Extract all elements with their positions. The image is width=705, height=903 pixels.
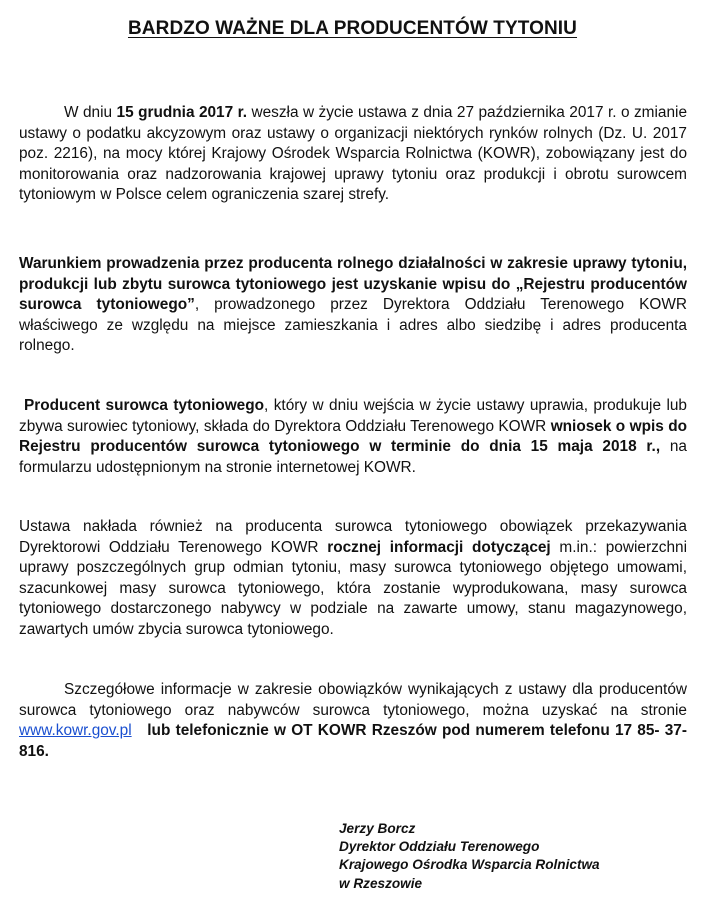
effective-date: 15 grudnia 2017 r. bbox=[116, 104, 248, 121]
paragraph-registration-condition bbox=[19, 254, 687, 357]
intro-text-rest: weszła w życie ustawa z dnia 27 października 2017 r. o zmianie ustawy o podatku akcyzowym oraz ustawy o organizacji niektórych rynków rolnych (Dz. U. 2017 poz. 2216), na mocy której Krajowy Ośrodek Wsparcia Rolnictwa (KOWR), zobowiązany jest do monitorowania oraz nadzorowania krajowej uprawy tytoniu oraz produkcji i obrotu surowcem tytoniowym w Polsce celem ograniczenia szarej strefy. bbox=[19, 104, 688, 204]
registration-condition-bold: Warunkiem prowadzenia przez producenta rolnego działalności w zakresie uprawy tytoniu, produkcji lub zbytu surowca tytoniowego jest uzyskanie wpisu do „Rejestru producentów surowca tytoniowego” bbox=[19, 255, 687, 314]
paragraph-contact bbox=[19, 680, 687, 762]
signatory-title-1: Dyrektor Oddziału Terenowego bbox=[339, 839, 540, 855]
annual-info-intro: Ustawa nakłada również na producenta surowca tytoniowego obowiązek przekazywania Dyrektorowi Oddziału Terenowego KOWR bbox=[19, 518, 687, 556]
intro-text-start: W dniu bbox=[64, 104, 117, 121]
paragraph-annual-information bbox=[19, 517, 687, 641]
kowr-website-link[interactable]: www.kowr.gov.pl bbox=[19, 722, 132, 740]
signature-block bbox=[339, 820, 600, 893]
registration-condition-rest: , prowadzonego przez Dyrektora Oddziału Terenowego KOWR właściwego ze względu na miejsce zamieszkania i adres albo siedzibę i adres producenta rolnego. bbox=[19, 296, 687, 355]
annual-info-details: m.in.: powierzchni uprawy poszczególnych grup odmian tytoniu, masy surowca tytoniowego objętego umowami, szacunkowej masy surowca tytoniowego, która zostanie wyprodukowana, masy surowca tytoniowego dostarczonego nabywcy w podziale na zawarte umowy, stanu magazynowego, zawartych umów zbycia surowca tytoniowego. bbox=[19, 538, 687, 638]
page-title: BARDZO WAŻNE DLA PRODUCENTÓW TYTONIU bbox=[127, 18, 578, 39]
signatory-title-2: Krajowego Ośrodka Wsparcia Rolnictwa bbox=[339, 857, 600, 873]
paragraph-intro bbox=[19, 103, 687, 206]
signatory-title-3: w Rzeszowie bbox=[339, 875, 423, 891]
producer-label: Producent surowca tytoniowego bbox=[24, 397, 265, 414]
paragraph-application-deadline bbox=[19, 396, 687, 478]
contact-text: Szczegółowe informacje w zakresie obowiązków wynikających z ustawy dla producentów surowca tytoniowego oraz nabywców surowca tytoniowego, można uzyskać na stronie bbox=[19, 681, 687, 719]
application-form-text: na formularzu udostępnionym na stronie internetowej KOWR. bbox=[19, 438, 687, 476]
application-deadline: wniosek o wpis do Rejestru producentów surowca tytoniowego w terminie do dnia 15 maja 2018 r., bbox=[19, 417, 688, 456]
contact-phone: lub telefonicznie w OT KOWR Rzeszów pod numerem telefonu 17 85- 37-816. bbox=[19, 722, 687, 760]
signatory-name: Jerzy Borcz bbox=[339, 821, 416, 836]
application-text: , który w dniu wejścia w życie ustawy uprawia, produkuje lub zbywa surowiec tytoniowy, składa do Dyrektora Oddziału Terenowego KOWR bbox=[19, 397, 687, 435]
annual-info-bold: rocznej informacji dotyczącej bbox=[327, 538, 551, 556]
